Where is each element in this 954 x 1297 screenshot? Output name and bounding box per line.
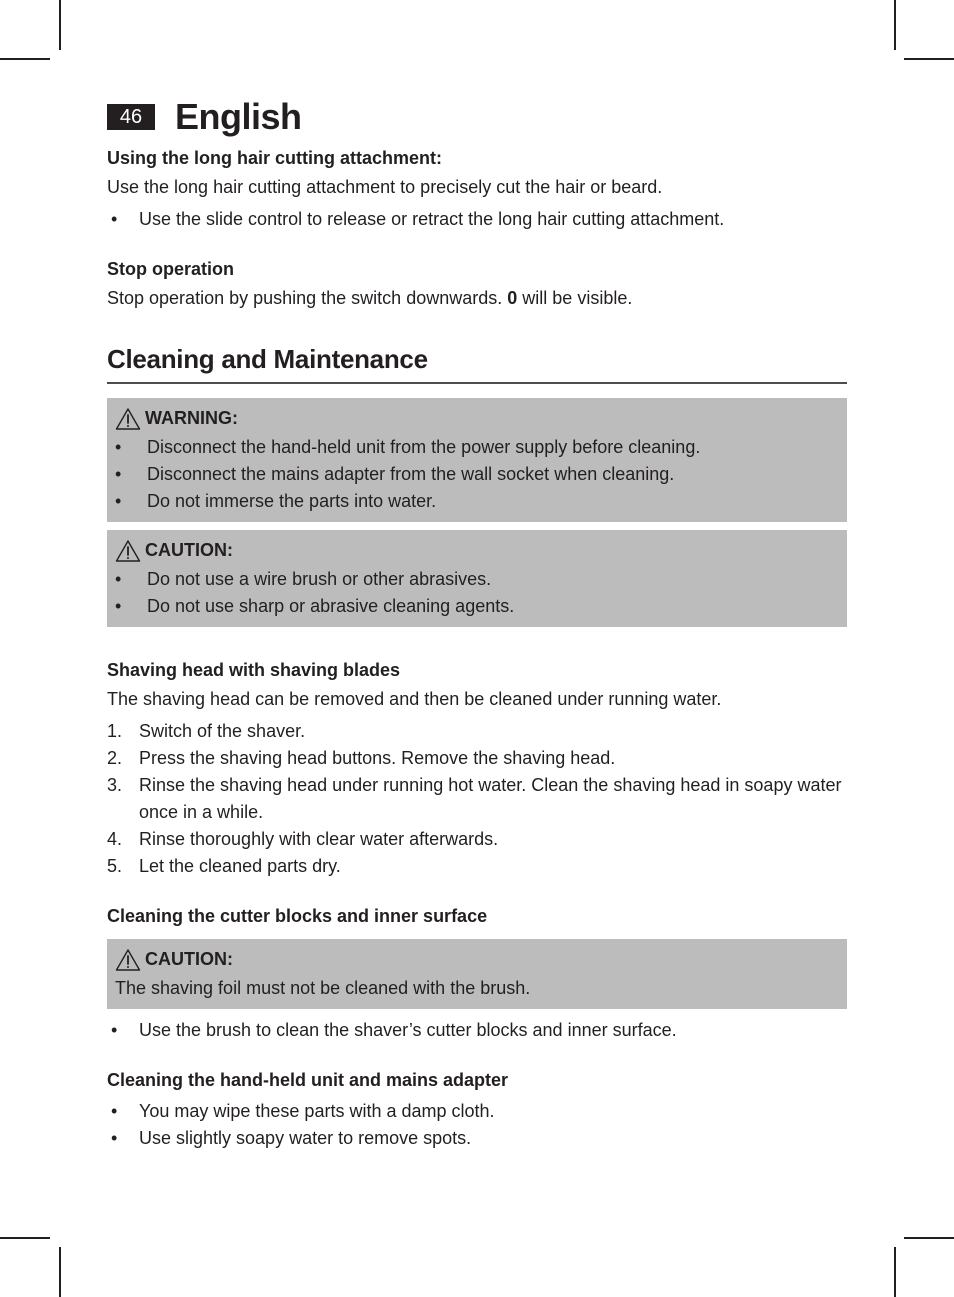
shaving-head-heading: Shaving head with shaving blades xyxy=(107,660,401,680)
crop-mark xyxy=(59,0,61,50)
caution-label: CAUTION: xyxy=(145,949,233,969)
warning-triangle-icon xyxy=(115,948,141,972)
step-number: 2. xyxy=(107,748,123,768)
long-hair-intro: Use the long hair cutting attachment to precisely cut the hair or beard. xyxy=(107,177,663,197)
step-number: 3. xyxy=(107,775,123,795)
step-number: 5. xyxy=(107,856,123,876)
list-item: • Disconnect the hand-held unit from the power supply before cleaning. xyxy=(115,434,839,461)
crop-mark xyxy=(904,58,954,60)
page-content xyxy=(107,145,847,1152)
warning-triangle-icon xyxy=(115,407,141,431)
bullet-mark: • xyxy=(111,209,118,229)
list-item: 1. Switch of the shaver. xyxy=(107,718,847,745)
list-item: 5. Let the cleaned parts dry. xyxy=(107,853,847,880)
list-item: 3. Rinse the shaving head under running hot water. Clean the shaving head in soapy water once in a while. xyxy=(107,772,847,826)
list-item: • Do not use sharp or abrasive cleaning agents. xyxy=(115,593,839,620)
list-item: • You may wipe these parts with a damp cloth. xyxy=(107,1098,847,1125)
crop-mark xyxy=(59,1247,61,1297)
list-item: • Use slightly soapy water to remove spots. xyxy=(107,1125,847,1152)
step-number: 4. xyxy=(107,829,123,849)
crop-mark xyxy=(904,1237,954,1239)
long-hair-heading: Using the long hair cutting attachment: xyxy=(107,148,443,168)
bullet-mark: • xyxy=(115,464,122,484)
cutter-heading: Cleaning the cutter blocks and inner surface xyxy=(107,906,488,926)
bullet-mark: • xyxy=(111,1128,118,1148)
handheld-list xyxy=(107,1098,847,1152)
warning-triangle-icon xyxy=(115,539,141,563)
list-item: • Use the brush to clean the shaver’s cutter blocks and inner surface. xyxy=(107,1017,847,1044)
shaving-head-intro: The shaving head can be removed and then be cleaned under running water. xyxy=(107,689,722,709)
cutter-list xyxy=(107,1017,847,1044)
page-number: 46 xyxy=(107,104,155,130)
caution-label: CAUTION: xyxy=(145,540,233,560)
language-title: English xyxy=(175,96,302,137)
bullet-mark: • xyxy=(111,1020,118,1040)
list-item: • Do not immerse the parts into water. xyxy=(115,488,839,515)
warning-label: WARNING: xyxy=(145,408,238,428)
bullet-mark: • xyxy=(115,437,122,457)
bullet-mark: • xyxy=(115,596,122,616)
warning-box xyxy=(107,398,847,522)
list-item: • Disconnect the mains adapter from the wall socket when cleaning. xyxy=(115,461,839,488)
caution-list xyxy=(115,566,839,620)
step-number: 1. xyxy=(107,721,123,741)
caution-box xyxy=(107,530,847,627)
crop-mark xyxy=(0,58,50,60)
bullet-mark: • xyxy=(115,491,122,511)
bullet-mark: • xyxy=(115,569,122,589)
caution-box xyxy=(107,939,847,1009)
crop-mark xyxy=(0,1237,50,1239)
list-item: • Use the slide control to release or retract the long hair cutting attachment. xyxy=(107,206,847,233)
list-item: 2. Press the shaving head buttons. Remove the shaving head. xyxy=(107,745,847,772)
warning-list xyxy=(115,434,839,515)
crop-mark xyxy=(894,0,896,50)
bullet-mark: • xyxy=(111,1101,118,1121)
stop-indicator: 0 xyxy=(507,288,518,308)
list-item: • Do not use a wire brush or other abrasives. xyxy=(115,566,839,593)
stop-text: Stop operation by pushing the switch downwards. 0 will be visible. xyxy=(107,288,633,308)
caution-text: The shaving foil must not be cleaned with the brush. xyxy=(115,978,531,998)
crop-mark xyxy=(894,1247,896,1297)
shaving-head-steps xyxy=(107,718,847,880)
handheld-heading: Cleaning the hand-held unit and mains adapter xyxy=(107,1070,509,1090)
list-item: 4. Rinse thoroughly with clear water afterwards. xyxy=(107,826,847,853)
section-title: Cleaning and Maintenance xyxy=(107,342,847,384)
stop-heading: Stop operation xyxy=(107,259,234,279)
long-hair-list xyxy=(107,206,847,233)
